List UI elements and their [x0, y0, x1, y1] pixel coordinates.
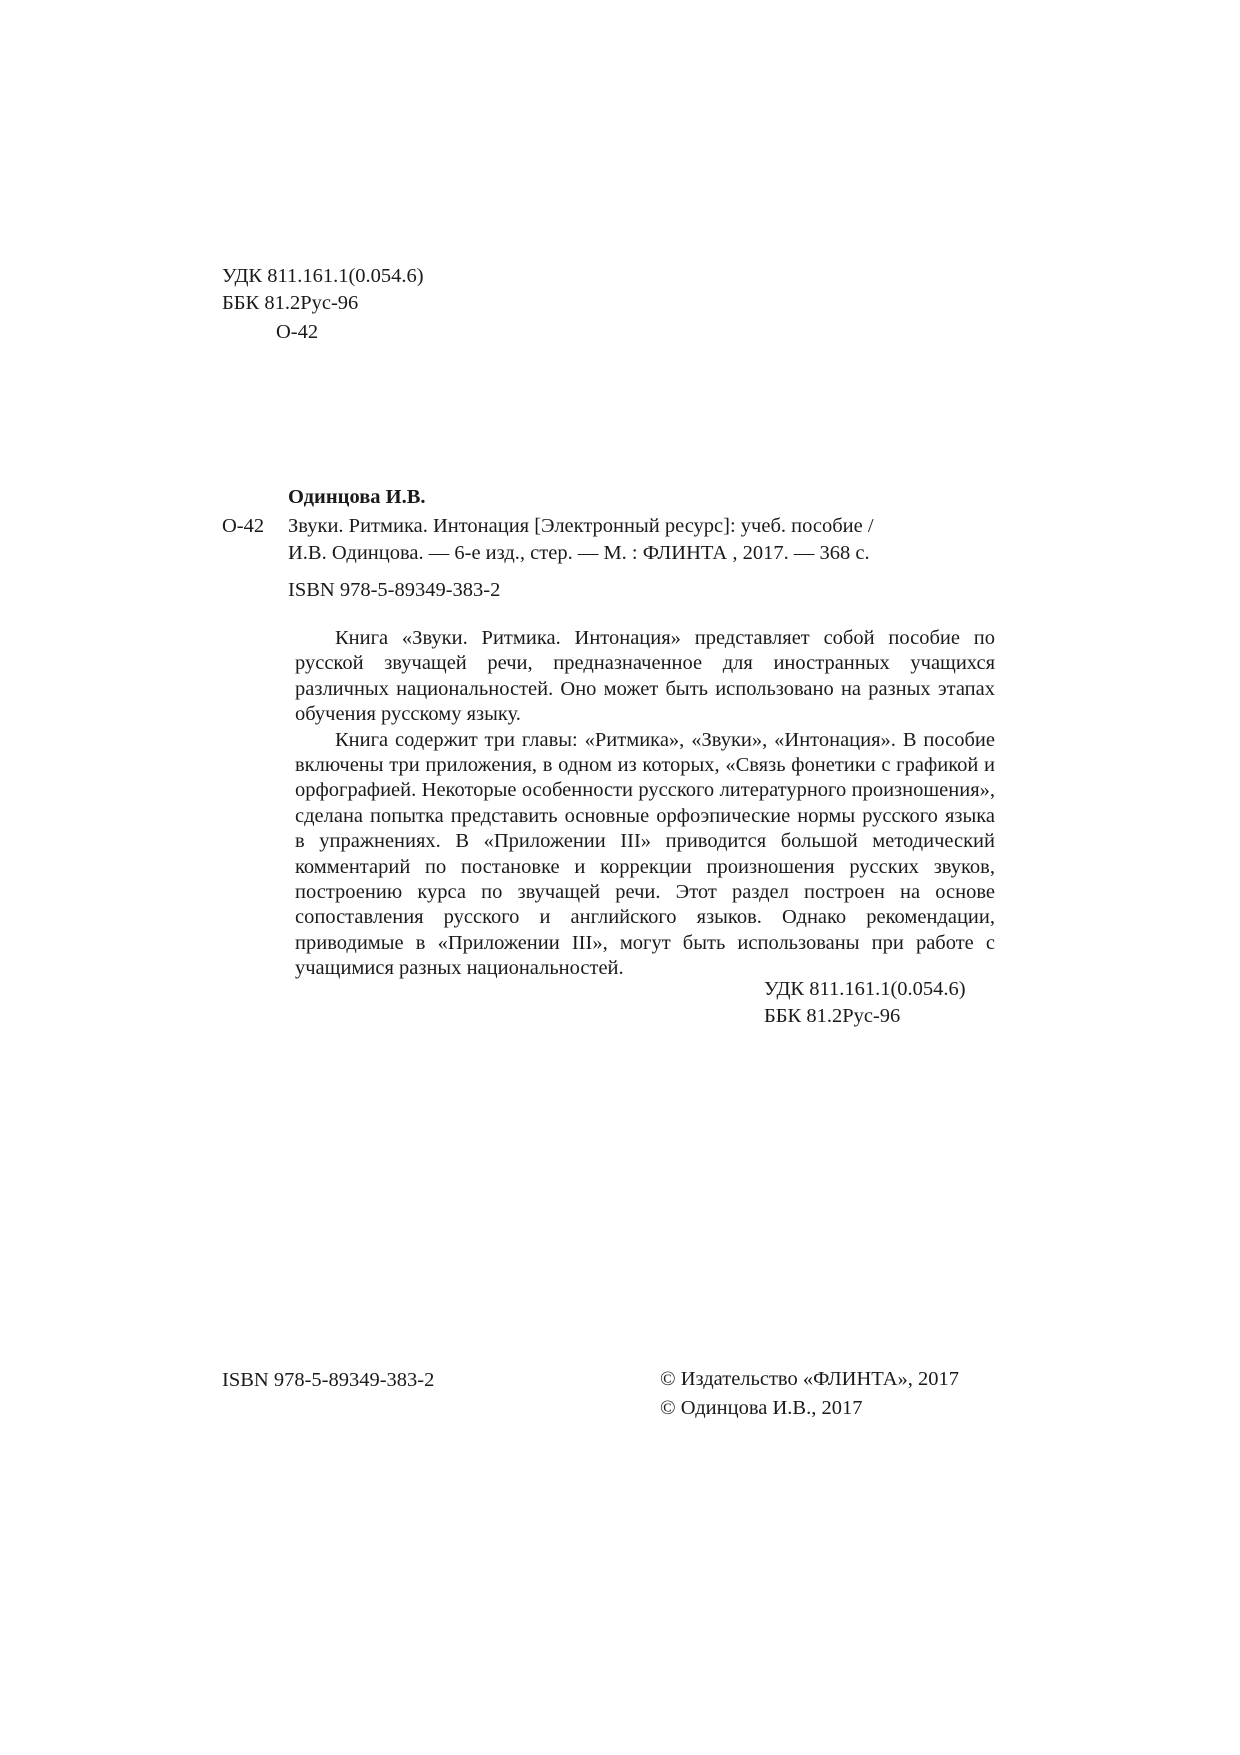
isbn-record: ISBN 978-5-89349-383-2: [288, 579, 501, 601]
title-line-2: И.В. Одинцова. — 6-е изд., стер. — М. : ФЛИНТА , 2017. — 368 с.: [288, 542, 870, 564]
abstract-paragraph-2: Книга содержит три главы: «Ритмика», «Звуки», «Интонация». В пособие включены три приложения, в одном из которых, «Связь фонетики с графикой и орфографией. Некоторые особенности русского литературного произношения», сделана попытка представить основные орфоэпические нормы русского языка в упражнениях. В «Приложении III» приводится большой методический комментарий по постановке и коррекции произношения русских звуков, построению курса по звучащей речи. Этот раздел построен на основе сопоставления русского и английского языков. Однако рекомендации, приводимые в «Приложении III», могут быть использованы при работе с учащимися разных национальностей.: [295, 728, 995, 980]
author-name: Одинцова И.В.: [288, 486, 426, 508]
copyright-block: [660, 1365, 959, 1423]
bbk-code-bottom: ББК 81.2Рус-96: [764, 1005, 901, 1027]
copyright-publisher: © Издательство «ФЛИНТА», 2017: [660, 1368, 960, 1390]
isbn-footer: ISBN 978-5-89349-383-2: [222, 1369, 435, 1391]
udk-code: УДК 811.161.1(0.054.6): [222, 265, 424, 287]
udk-code-bottom: УДК 811.161.1(0.054.6): [764, 978, 966, 1000]
record-author-mark: О-42: [222, 515, 265, 537]
copyright-author: © Одинцова И.В., 2017: [660, 1397, 863, 1419]
abstract-paragraph-1: Книга «Звуки. Ритмика. Интонация» представляет собой пособие по русской звучащей речи, предназначенное для иностранных учащихся различных национальностей. Оно может быть использовано на разных этапах обучения русскому языку.: [295, 627, 995, 726]
bbk-code: ББК 81.2Рус-96: [222, 292, 359, 314]
author-mark: О-42: [276, 321, 319, 343]
abstract: [295, 626, 995, 982]
title-line-1: Звуки. Ритмика. Интонация [Электронный ресурс]: учеб. пособие /: [288, 515, 874, 537]
